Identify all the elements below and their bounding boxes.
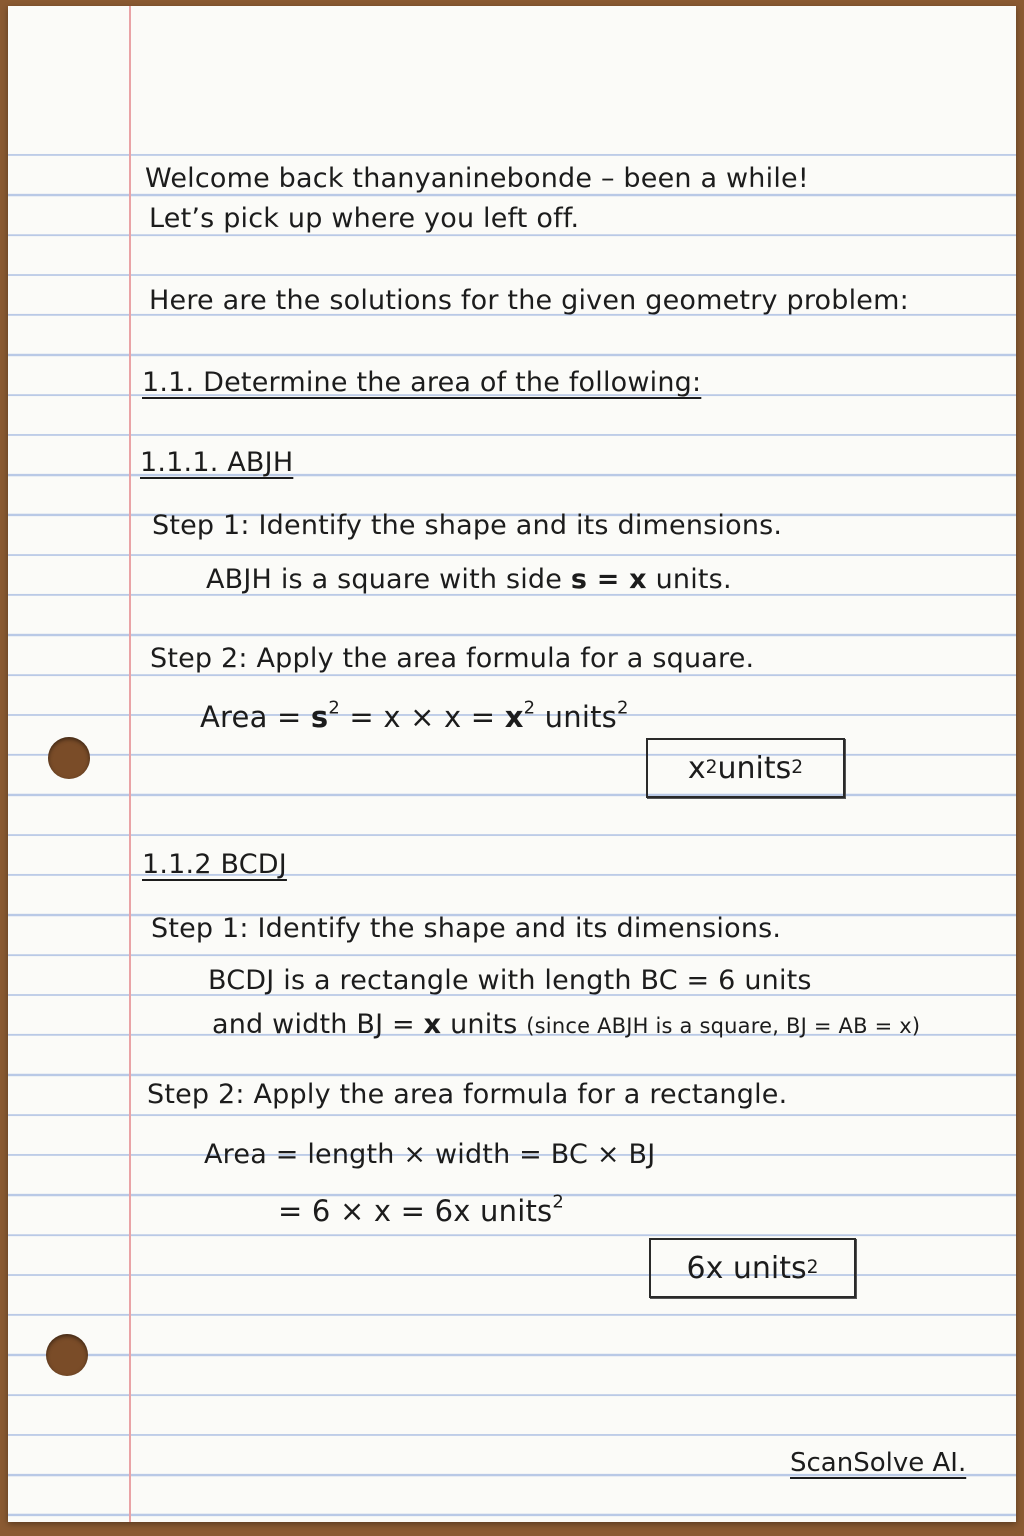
intro-text: Here are the solutions for the given geometry problem: (149, 285, 909, 316)
abjh-area-s: s (310, 700, 329, 734)
bcdj-formula-1: Area = length × width = BC × BJ (204, 1139, 656, 1170)
margin-line (129, 6, 131, 1522)
signature: ScanSolve AI. (790, 1448, 967, 1478)
bcdj-step1-label: Step 1: Identify the shape and its dimensions. (151, 913, 782, 944)
bcdj-line2-note: (since ABJH is a square, BJ = AB = x) (526, 1014, 921, 1038)
bcdj-step2-label: Step 2: Apply the area formula for a rectangle. (147, 1079, 788, 1110)
bcdj-line2-post: units (441, 1009, 527, 1040)
abjh-answer-box: x 2 units 2 (646, 738, 845, 798)
greeting-line-2: Let’s pick up where you left off. (149, 203, 580, 234)
abjh-area-formula (200, 697, 629, 734)
bcdj-answer-text: 6x units (686, 1250, 807, 1286)
abjh-area-units: units (535, 700, 617, 734)
abjh-step1-text (206, 563, 732, 597)
abjh-step1-pre: ABJH is a square with side (206, 564, 571, 595)
bcdj-formula-exp: 2 (552, 1191, 564, 1213)
abjh-area-prefix: Area = (200, 700, 311, 734)
abjh-heading: 1.1.1. ABJH (140, 447, 294, 478)
abjh-answer-base: x (687, 750, 706, 786)
greeting-line-1: Welcome back thanyaninebonde – been a while! (145, 163, 809, 194)
abjh-answer-units: units (717, 750, 792, 786)
bcdj-step1-line1: BCDJ is a rectangle with length BC = 6 units (208, 965, 812, 996)
abjh-exp-1: 2 (328, 697, 340, 719)
abjh-step2-label: Step 2: Apply the area formula for a square. (150, 643, 755, 674)
abjh-exp-2: 2 (523, 697, 536, 719)
abjh-area-x: x (504, 700, 524, 734)
bcdj-step1-line2 (212, 1008, 920, 1043)
bcdj-width-variable: x (423, 1009, 442, 1040)
punch-hole-upper (48, 737, 90, 779)
abjh-step1-label: Step 1: Identify the shape and its dimensions. (152, 510, 783, 541)
page-header-area (8, 6, 1016, 134)
bcdj-heading: 1.1.2 BCDJ (142, 849, 287, 880)
punch-hole-lower (46, 1334, 88, 1376)
bcdj-formula-2 (278, 1191, 564, 1228)
bcdj-formula-2-text: = 6 × x = 6x units (278, 1194, 553, 1228)
abjh-side-variable: s = x (570, 564, 647, 595)
abjh-exp-3: 2 (616, 697, 629, 719)
abjh-area-mid: = x × x = (339, 700, 505, 734)
bcdj-line2-pre: and width BJ = (212, 1009, 424, 1040)
bcdj-answer-box: 6x units 2 (649, 1238, 856, 1298)
question-heading: 1.1. Determine the area of the following: (142, 367, 702, 398)
notebook-page (8, 6, 1016, 1522)
abjh-step1-post: units. (646, 564, 732, 595)
